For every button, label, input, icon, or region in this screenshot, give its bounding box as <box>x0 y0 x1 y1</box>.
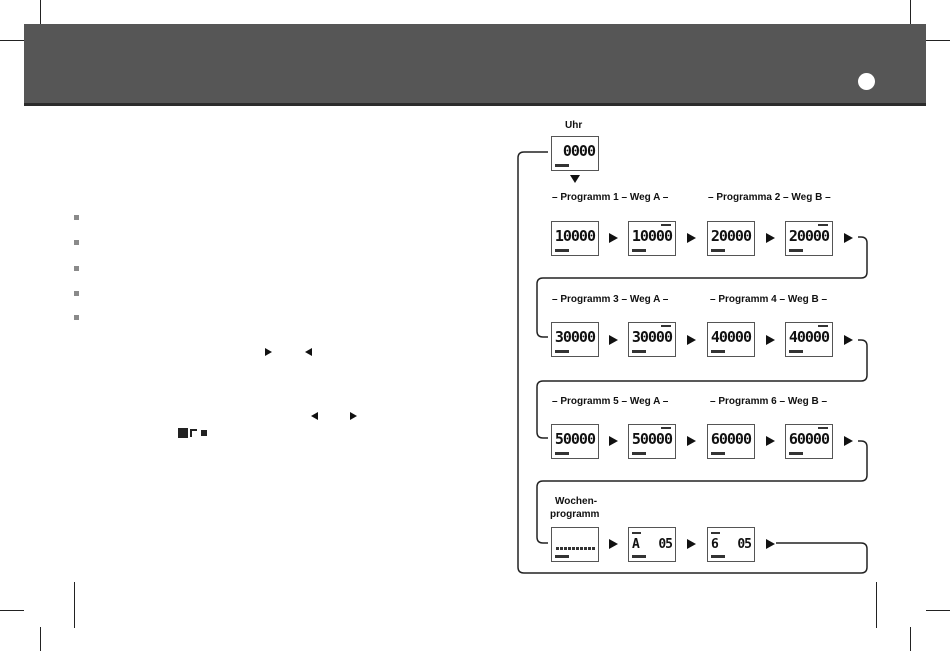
clock-display <box>551 136 599 171</box>
display-indicator <box>555 164 569 167</box>
clock-label: Uhr <box>565 120 583 131</box>
display-value: 20000 <box>788 227 829 245</box>
display-indicator <box>661 427 671 429</box>
next-arrow-icon <box>844 233 853 243</box>
next-arrow-icon <box>687 436 696 446</box>
display-indicator <box>661 224 671 226</box>
weekly-program-label-line1: Wochen- <box>555 496 598 507</box>
week-value: 05 <box>737 537 751 552</box>
display-indicator <box>818 427 828 429</box>
display-value: 60000 <box>788 430 829 448</box>
weekly-program-display <box>551 527 599 562</box>
program-display <box>551 424 599 459</box>
display-indicator <box>632 532 641 534</box>
day-value: A <box>632 537 640 552</box>
program-display <box>628 424 676 459</box>
display-value: 20000 <box>710 227 751 245</box>
display-value: 40000 <box>788 328 829 346</box>
next-arrow-icon <box>844 436 853 446</box>
display-indicator <box>789 249 803 252</box>
next-arrow-icon <box>609 335 618 345</box>
display-indicator <box>555 249 569 252</box>
display-indicator <box>789 452 803 455</box>
display-value: 50000 <box>631 430 672 448</box>
display-indicator <box>711 249 725 252</box>
down-arrow-icon <box>570 175 580 183</box>
display-indicator <box>555 555 569 558</box>
display-indicator <box>818 325 828 327</box>
program-label: – Programm 1 – Weg A – <box>552 192 669 203</box>
display-value: 30000 <box>631 328 672 346</box>
display-value: 50000 <box>554 430 595 448</box>
next-arrow-icon <box>766 335 775 345</box>
display-indicator <box>789 350 803 353</box>
day-value: 6 <box>711 537 719 552</box>
program-display <box>785 221 833 256</box>
program-display <box>707 221 755 256</box>
program-display <box>628 322 676 357</box>
program-label: – Programm 4 – Weg B – <box>710 294 828 305</box>
program-display <box>707 424 755 459</box>
display-indicator <box>632 249 646 252</box>
program-display <box>551 322 599 357</box>
next-arrow-icon <box>687 335 696 345</box>
program-label: – Programm 6 – Weg B – <box>710 396 828 407</box>
next-arrow-icon <box>609 436 618 446</box>
display-indicator <box>711 555 725 558</box>
program-display <box>628 221 676 256</box>
display-indicator <box>632 452 646 455</box>
week-value: 05 <box>658 537 672 552</box>
display-value: 0000 <box>562 142 595 160</box>
weekly-day-display <box>628 527 676 562</box>
program-display <box>785 424 833 459</box>
display-indicator <box>632 555 646 558</box>
next-arrow-icon <box>844 335 853 345</box>
display-value: 30000 <box>554 328 595 346</box>
next-arrow-icon <box>609 539 618 549</box>
display-indicator <box>555 452 569 455</box>
next-arrow-icon <box>687 233 696 243</box>
display-segments <box>556 547 596 550</box>
next-arrow-icon <box>766 539 775 549</box>
display-indicator <box>711 452 725 455</box>
next-arrow-icon <box>609 233 618 243</box>
display-value: 10000 <box>554 227 595 245</box>
display-indicator <box>661 325 671 327</box>
display-indicator <box>818 224 828 226</box>
display-indicator <box>555 350 569 353</box>
program-label: – Programm 5 – Weg A – <box>552 396 669 407</box>
weekly-day-display <box>707 527 755 562</box>
next-arrow-icon <box>766 436 775 446</box>
display-indicator <box>711 532 720 534</box>
next-arrow-icon <box>687 539 696 549</box>
display-value: 60000 <box>710 430 751 448</box>
program-display <box>785 322 833 357</box>
program-label: – Programm 3 – Weg A – <box>552 294 669 305</box>
display-indicator <box>711 350 725 353</box>
program-display <box>707 322 755 357</box>
display-value: 10000 <box>631 227 672 245</box>
display-indicator <box>632 350 646 353</box>
weekly-program-label-line2: programm <box>550 509 600 520</box>
program-label: – Programma 2 – Weg B – <box>708 192 831 203</box>
program-display <box>551 221 599 256</box>
next-arrow-icon <box>766 233 775 243</box>
display-value: 40000 <box>710 328 751 346</box>
